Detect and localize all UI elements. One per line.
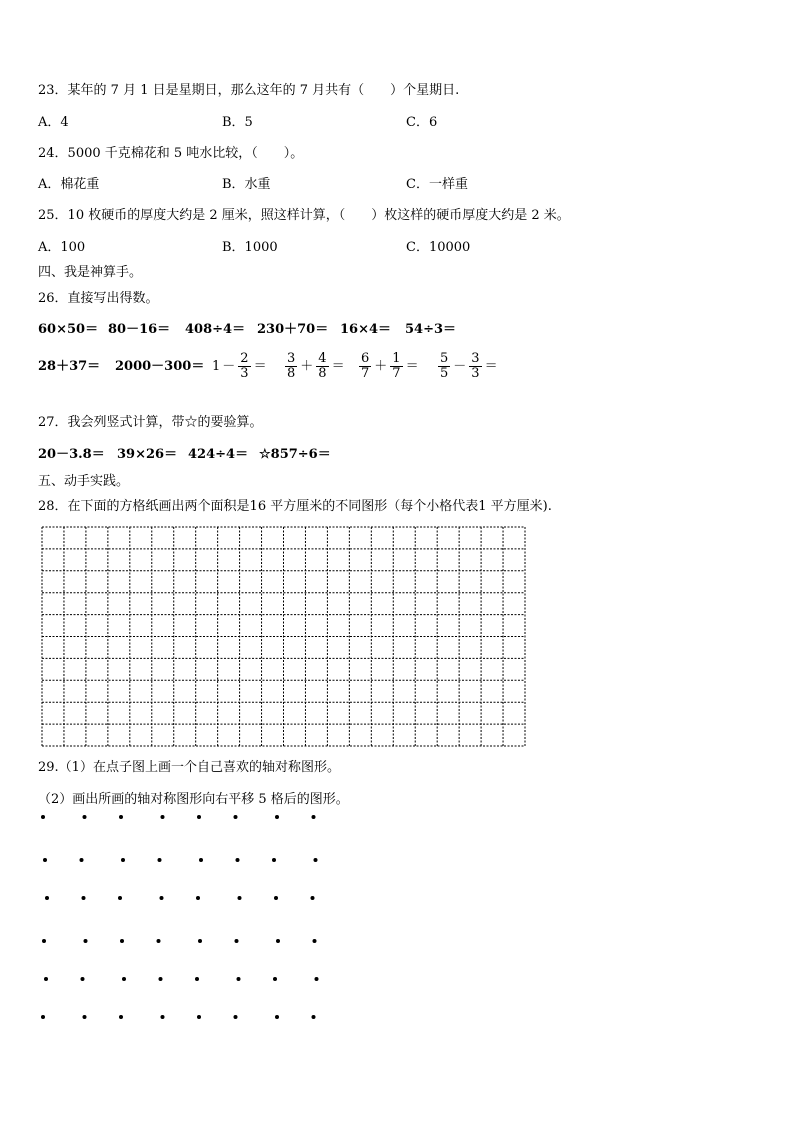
q26-fraction-3 <box>358 349 421 385</box>
f3-fraction-a <box>359 352 371 381</box>
dot <box>157 939 161 943</box>
dot <box>234 815 238 819</box>
q25-option-c[interactable]: C．10000 <box>406 240 471 255</box>
grid-paper[interactable] <box>41 526 526 747</box>
q27-item-4: ☆857÷6＝ <box>259 447 331 462</box>
dot <box>314 858 318 862</box>
q29-part-2: （2）画出所画的轴对称图形向右平移 5 格后的图形。 <box>38 792 349 807</box>
q26-item-5: 16×4＝ <box>340 322 392 337</box>
dot <box>196 896 200 900</box>
dot <box>273 977 277 981</box>
q27-stem: 27．我会列竖式计算，带☆的要验算。 <box>38 415 263 430</box>
dot <box>41 1015 45 1019</box>
dot <box>236 858 240 862</box>
dot <box>199 858 203 862</box>
f3-equals: ＝ <box>405 359 419 374</box>
f3-b-numerator: 1 <box>392 351 401 366</box>
q26-item-6: 54÷3＝ <box>405 322 457 337</box>
f3-b-denominator: 7 <box>392 366 401 381</box>
dot <box>274 896 278 900</box>
q28-stem: 28．在下面的方格纸画出两个面积是16 平方厘米的不同图形（每个小格代表1 平方厘米). <box>38 499 552 514</box>
q24-option-b[interactable]: B．水重 <box>222 177 271 192</box>
f3-a-denominator: 7 <box>361 366 370 381</box>
q27-item-3: 424÷4＝ <box>188 447 249 462</box>
dot <box>276 939 280 943</box>
q27-item-2: 39×26＝ <box>117 447 178 462</box>
q23-option-c[interactable]: C．6 <box>406 115 438 130</box>
q26-item-7: 28＋37＝ <box>38 359 101 374</box>
f1-numerator: 2 <box>240 351 249 366</box>
q24-option-c[interactable]: C．一样重 <box>406 177 468 192</box>
dot <box>161 1015 165 1019</box>
f2-fraction-b <box>316 352 328 381</box>
f2-a-numerator: 3 <box>287 351 296 366</box>
q23-option-b[interactable]: B．5 <box>222 115 253 130</box>
dot <box>122 977 126 981</box>
dot <box>238 896 242 900</box>
q26-fraction-2 <box>284 349 347 385</box>
f1-denominator: 3 <box>240 366 249 381</box>
dot <box>311 896 315 900</box>
q25-stem: 25．10 枚硬币的厚度大约是 2 厘米，照这样计算，（ ）枚这样的硬币厚度大约是 2 米。 <box>38 208 570 223</box>
dot <box>119 815 123 819</box>
dot <box>234 1015 238 1019</box>
q26-item-4: 230＋70＝ <box>257 322 329 337</box>
dot <box>84 939 88 943</box>
f3-operator: ＋ <box>374 359 388 374</box>
f2-b-denominator: 8 <box>318 366 327 381</box>
q26-item-2: 80－16＝ <box>108 322 171 337</box>
f2-a-denominator: 8 <box>287 366 296 381</box>
dot <box>159 977 163 981</box>
dot <box>161 815 165 819</box>
q26-fraction-1 <box>212 349 269 385</box>
f4-b-denominator: 3 <box>471 366 480 381</box>
f2-operator: ＋ <box>300 359 314 374</box>
dot <box>160 896 164 900</box>
dot <box>312 815 316 819</box>
f4-fraction-a <box>438 352 450 381</box>
dot-paper[interactable] <box>30 805 340 1035</box>
dot <box>275 815 279 819</box>
dot <box>237 977 241 981</box>
dot <box>235 939 239 943</box>
dot <box>118 896 122 900</box>
dot <box>197 815 201 819</box>
dot <box>82 896 86 900</box>
q29-part-1: 29.（1）在点子图上画一个自己喜欢的轴对称图形。 <box>38 760 340 775</box>
f4-fraction-b <box>469 352 481 381</box>
dot <box>42 939 46 943</box>
dot <box>81 977 85 981</box>
dot <box>197 1015 201 1019</box>
dot <box>312 1015 316 1019</box>
f4-operator: － <box>453 359 467 374</box>
f4-b-numerator: 3 <box>471 351 480 366</box>
q26-item-8: 2000－300＝ <box>115 359 205 374</box>
q23-option-a[interactable]: A．4 <box>38 115 69 130</box>
f1-equals: ＝ <box>253 359 267 374</box>
f4-a-numerator: 5 <box>440 351 449 366</box>
f2-fraction-a <box>285 352 297 381</box>
dot <box>80 858 84 862</box>
dot <box>83 1015 87 1019</box>
dot <box>195 977 199 981</box>
dot <box>121 858 125 862</box>
q26-item-1: 60×50＝ <box>38 322 99 337</box>
q26-item-3: 408÷4＝ <box>185 322 246 337</box>
f4-a-denominator: 5 <box>440 366 449 381</box>
f1-operator: － <box>222 359 236 374</box>
f2-equals: ＝ <box>331 359 345 374</box>
section-5-heading: 五、动手实践。 <box>38 474 130 489</box>
dot <box>44 977 48 981</box>
dot <box>83 815 87 819</box>
dot <box>43 858 47 862</box>
f1-lead: 1 <box>212 359 221 374</box>
q23-stem: 23．某年的 7 月 1 日是星期日，那么这年的 7 月共有（ ）个星期日. <box>38 83 460 98</box>
q27-item-1: 20－3.8＝ <box>38 447 105 462</box>
f3-fraction-b <box>390 352 402 381</box>
dot <box>158 858 162 862</box>
f4-equals: ＝ <box>484 359 498 374</box>
q25-option-a[interactable]: A．100 <box>38 240 86 255</box>
q24-option-a[interactable]: A．棉花重 <box>38 177 100 192</box>
dot <box>198 939 202 943</box>
dot <box>315 977 319 981</box>
q26-fraction-4 <box>437 349 500 385</box>
dot <box>272 858 276 862</box>
dot <box>119 1015 123 1019</box>
q25-option-b[interactable]: B．1000 <box>222 240 278 255</box>
q26-stem: 26．直接写出得数。 <box>38 291 159 306</box>
q24-stem: 24．5000 千克棉花和 5 吨水比较，（ ）。 <box>38 146 304 161</box>
dot <box>313 939 317 943</box>
f2-b-numerator: 4 <box>318 351 327 366</box>
section-4-heading: 四、我是神算手。 <box>38 265 143 280</box>
dot <box>275 1015 279 1019</box>
dot <box>120 939 124 943</box>
dot <box>45 896 49 900</box>
f3-a-numerator: 6 <box>361 351 370 366</box>
dot <box>41 815 45 819</box>
f1-fraction <box>238 352 250 381</box>
